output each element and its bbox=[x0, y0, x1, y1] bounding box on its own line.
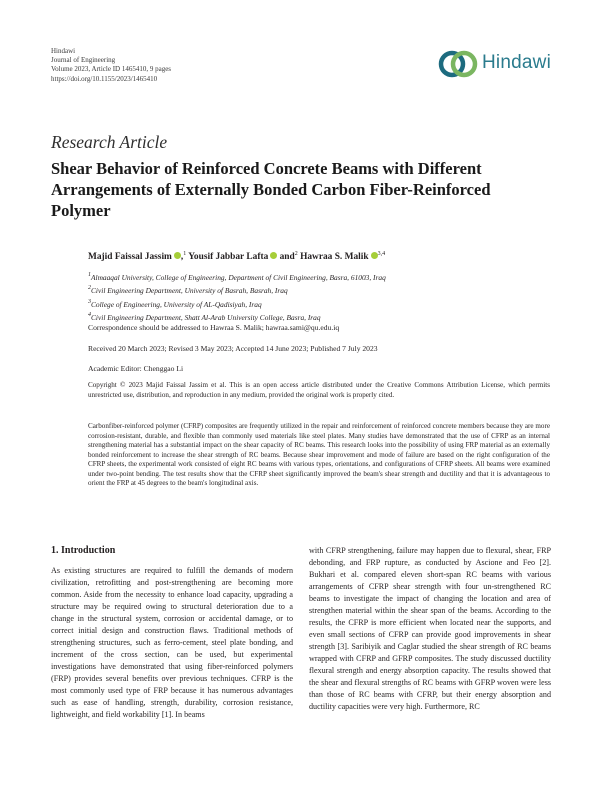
affiliation-item: $^4$Civil Engineering Department, Shatt Al-Arab University College, Basra, Iraq bbox=[88, 311, 321, 322]
article-type: Research Article bbox=[51, 132, 168, 152]
author-list: Majid Faissal Jassim ,$^1$ Yousif Jabbar Lafta and$^2$ Hawraa S. Malik $^{3,4}$ bbox=[88, 251, 386, 262]
affiliations bbox=[88, 270, 386, 323]
intro-column-right: with CFRP strengthening, failure may happen due to flexural, shear, FRP debonding, and FRP rupture, as conducted by Ascione and Feo [2]. Bukhari et al. compared eleven short-span RC beams with various arrangements of CFRP shear strength with four un-strengthened RC beams to investigate the impact of changing the location and area of strengthen material within the shear span of the beams. According to the results, the CFRP is more efficient when located near the supports, and even small sections of CFRP can provide good improvements in shear strength [3]. Saribiyik and Caglar studied the shear strength of RC beams wrapped with CFRP and GFRP composites. The study discussed ductility flexural strength and energy absorption capacity. The results showed that the shear and flexural strengths of RC beams with GFRP woven were less than those of RC beams with CFRP, but their energy absorption and ductility capacities were very high. Furthermore, RC bbox=[309, 546, 551, 711]
article-dates: Received 20 March 2023; Revised 3 May 2023; Accepted 14 June 2023; Published 7 July 2023 bbox=[88, 344, 378, 353]
affiliation-item: $^1$Almaaqal University, College of Engineering, Department of Civil Engineering, Basra, 61003, Iraq bbox=[88, 272, 386, 282]
abstract: Carbonfiber-reinforced polymer (CFRP) composites are frequently utilized in the repair and reinforcement of reinforced concrete members because they are more corrosion-resistant, durable, and flexible than commonly used materials like steel plates. Many studies have demonstrated that the use of CFRP as an internal strengthening material has a substantial impact on the shear capacity of RC beams. This research looks into the possibility of using FRP material as an externally bonded reinforcement to increase the shear strength of RC beams. Because shear improvement and mode of failure are based on the right configuration of the CFRP sheets, the experimental work consisted of eight RC beams with various types, orientations, and configurations of CFRP sheets. All beams were examined under two-point bending. The test results show that the CFRP sheet significantly improved the beam's shear strength and ductility and that it is advantageous to orient the FRP at 45 degrees to the beam's longitudinal axis. bbox=[88, 422, 550, 487]
orcid-icon[interactable] bbox=[174, 252, 181, 259]
article-title: Shear Behavior of Reinforced Concrete Beams with Different Arrangements of Externally Bonded Carbon Fiber-Reinforced Polymer bbox=[51, 159, 491, 220]
intro-column-left: As existing structures are required to fulfill the demands of modern civilization, retrofitting and post-strengthening are becoming more common. Aside from the necessity to enhance load capacity, upgrading a structure may be required owing to structural deterioration due to a change in the structural system, corrosion or accidental damage, or to correct initial design and construction flaws. Traditional methods of strengthening structures, such as ferro-cement, steel plate bonding, and increment of the cross section, can be used, but experimental investigations have demonstrated that using fiber-reinforced polymers (FRP) provides several benefits over previous techniques. CFRP is the most commonly used type of FRP because it has numerous advantages such as ease of handling, strength, durability, corrosion resistance, lightweight, and field workability [1]. In beams bbox=[51, 566, 293, 719]
affiliation-item: $^2$Civil Engineering Department, University of Basrah, Basrah, Iraq bbox=[88, 285, 288, 296]
author-name[interactable]: Majid Faissal Jassim bbox=[88, 252, 172, 262]
doi-link[interactable]: https://doi.org/10.1155/2023/1465410 bbox=[51, 74, 158, 83]
section-heading: 1. Introduction bbox=[51, 545, 116, 556]
author-name[interactable]: Yousif Jabbar Lafta bbox=[188, 252, 269, 262]
author-name[interactable]: Hawraa S. Malik bbox=[300, 252, 369, 262]
copyright-notice: Copyright © 2023 Majid Faissal Jassim et al. This is an open access article distributed under the Creative Commons Attribution License, which permits unrestricted use, distribution, and reproduction in any medium, provided the original work is properly cited. bbox=[88, 381, 550, 399]
affiliation-item: $^3$College of Engineering, University of AL-Qadisiyah, Iraq bbox=[88, 298, 262, 309]
academic-editor: Academic Editor: Chenggao Li bbox=[88, 364, 184, 373]
publisher-logo bbox=[438, 44, 558, 84]
orcid-icon[interactable] bbox=[371, 252, 378, 259]
journal-meta bbox=[51, 47, 171, 84]
journal-name: Journal of Engineering bbox=[51, 56, 116, 65]
logo-text: Hindawi bbox=[482, 52, 551, 73]
volume-line: Volume 2023, Article ID 1465410, 9 pages bbox=[51, 65, 172, 74]
publisher-name: Hindawi bbox=[51, 47, 76, 55]
correspondence: Correspondence should be addressed to Hawraa S. Malik; hawraa.sami@qu.edu.iq bbox=[88, 323, 340, 332]
hindawi-logo-icon bbox=[438, 44, 480, 84]
